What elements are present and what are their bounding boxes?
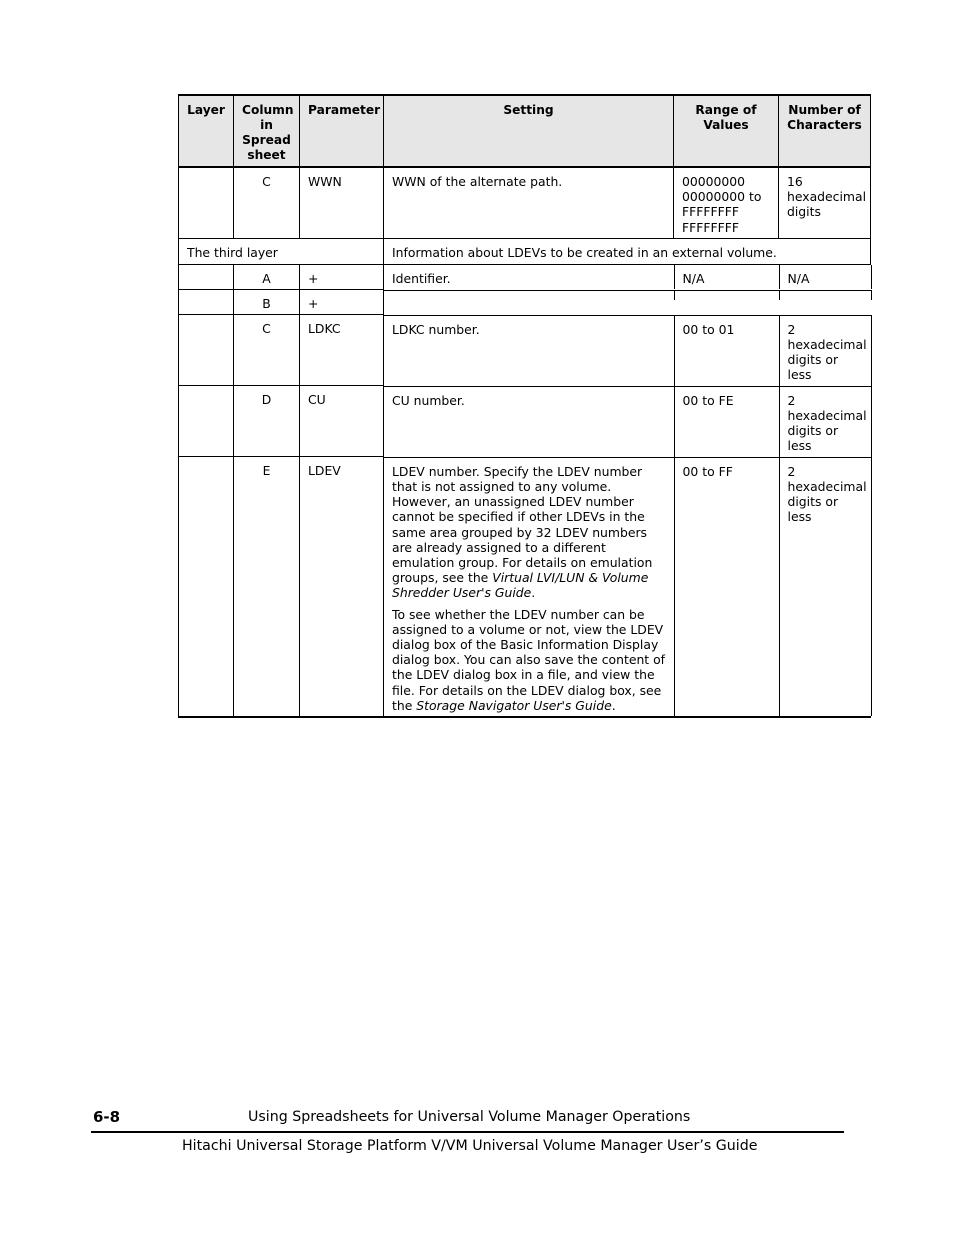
cell-column: A (234, 264, 300, 289)
cell-setting: LDKC number. (384, 315, 674, 386)
cell-column: C (234, 315, 300, 386)
cell-column: C (234, 167, 300, 238)
cell-chars (779, 290, 871, 300)
row-d-split (384, 386, 871, 457)
header-range: Range of Values (674, 95, 779, 167)
cell-column: D (234, 386, 300, 457)
cell-range (674, 290, 779, 300)
table-header-row (179, 95, 871, 167)
cell-parameter: + (300, 290, 384, 315)
cell-column: B (234, 290, 300, 315)
header-layer: Layer (179, 95, 234, 167)
cell-parameter: LDEV (300, 457, 384, 717)
cell-setting (384, 457, 674, 716)
cell-range: 00 to 01 (674, 315, 779, 386)
parameter-table (178, 94, 871, 718)
cell-setting (384, 290, 674, 300)
reference-lvi-lun-guide: Virtual LVI/LUN & Volume Shredder User's Guide (392, 570, 649, 601)
cell-layer (179, 315, 234, 386)
ldev-setting-paragraph-2: To see whether the LDEV number can be assigned to a volume or not, view the LDEV dialog box of the Basic Information Display dialog box. You can also save the content of the LDEV dialog box in a file, and view the file. For details on the LDEV dialog box, see the Storage Navigator User's Guide. (392, 606, 666, 713)
table-row (179, 167, 871, 238)
cell-parameter: CU (300, 386, 384, 457)
cell-layer (179, 290, 234, 315)
footer-divider (91, 1131, 844, 1133)
cell-parameter: LDKC (300, 315, 384, 386)
cell-chars: N/A (779, 265, 871, 289)
header-setting: Setting (384, 95, 674, 167)
table-row (179, 315, 871, 386)
cell-parameter: + (300, 264, 384, 289)
row-a-split (384, 264, 871, 289)
guide-title: Hitachi Universal Storage Platform V/VM Universal Volume Manager User’s Guide (182, 1138, 758, 1154)
third-layer-description: Information about LDEVs to be created in an external volume. (384, 238, 871, 264)
cell-chars: 2 hexadecimal digits or less (779, 457, 871, 716)
cell-setting: WWN of the alternate path. (384, 167, 674, 238)
cell-layer (179, 457, 234, 717)
cell-parameter: WWN (300, 167, 384, 238)
cell-range: 00 to FF (674, 457, 779, 716)
row-e-inner (384, 457, 872, 716)
cell-column: E (234, 457, 300, 717)
table-row (179, 264, 871, 289)
row-c-split (384, 315, 871, 386)
cell-range: 00 to FE (674, 386, 779, 457)
cell-layer (179, 386, 234, 457)
cell-layer (179, 167, 234, 238)
row-b-split (384, 290, 871, 315)
table-row (179, 386, 871, 457)
cell-setting: Identifier. (384, 265, 674, 289)
cell-chars: 2 hexadecimal digits or less (779, 386, 871, 457)
table-row (179, 290, 871, 315)
header-parameter: Parameter (300, 95, 384, 167)
cell-range: 00000000 00000000 to FFFFFFFF FFFFFFFF (674, 167, 779, 238)
third-layer-row (179, 238, 871, 264)
row-c-inner (384, 315, 872, 386)
cell-chars: 16 hexadecimal digits (779, 167, 871, 238)
table-row (179, 457, 871, 717)
header-chars: Number of Characters (779, 95, 871, 167)
row-b-inner (384, 290, 872, 300)
row-a-inner (384, 265, 872, 289)
cell-layer (179, 264, 234, 289)
cell-range: N/A (674, 265, 779, 289)
chapter-title: Using Spreadsheets for Universal Volume Manager Operations (248, 1109, 691, 1125)
page-number: 6-8 (93, 1108, 121, 1126)
row-d-inner (384, 386, 872, 457)
cell-setting: CU number. (384, 386, 674, 457)
header-column: Column in Spread sheet (234, 95, 300, 167)
cell-chars: 2 hexadecimal digits or less (779, 315, 871, 386)
ldev-setting-paragraph-1: LDEV number. Specify the LDEV number that is not assigned to any volume. However, an unassigned LDEV number cannot be specified if other LDEVs in the same area grouped by 32 LDEV numbers are already assigned to a different emulation group. For details on emulation groups, see the Virtual LVI/LUN & Volume Shredder User's Guide. (392, 463, 653, 601)
reference-storage-navigator-guide: Storage Navigator User's Guide (416, 697, 612, 713)
third-layer-label: The third layer (179, 238, 384, 264)
row-e-split (384, 457, 871, 717)
